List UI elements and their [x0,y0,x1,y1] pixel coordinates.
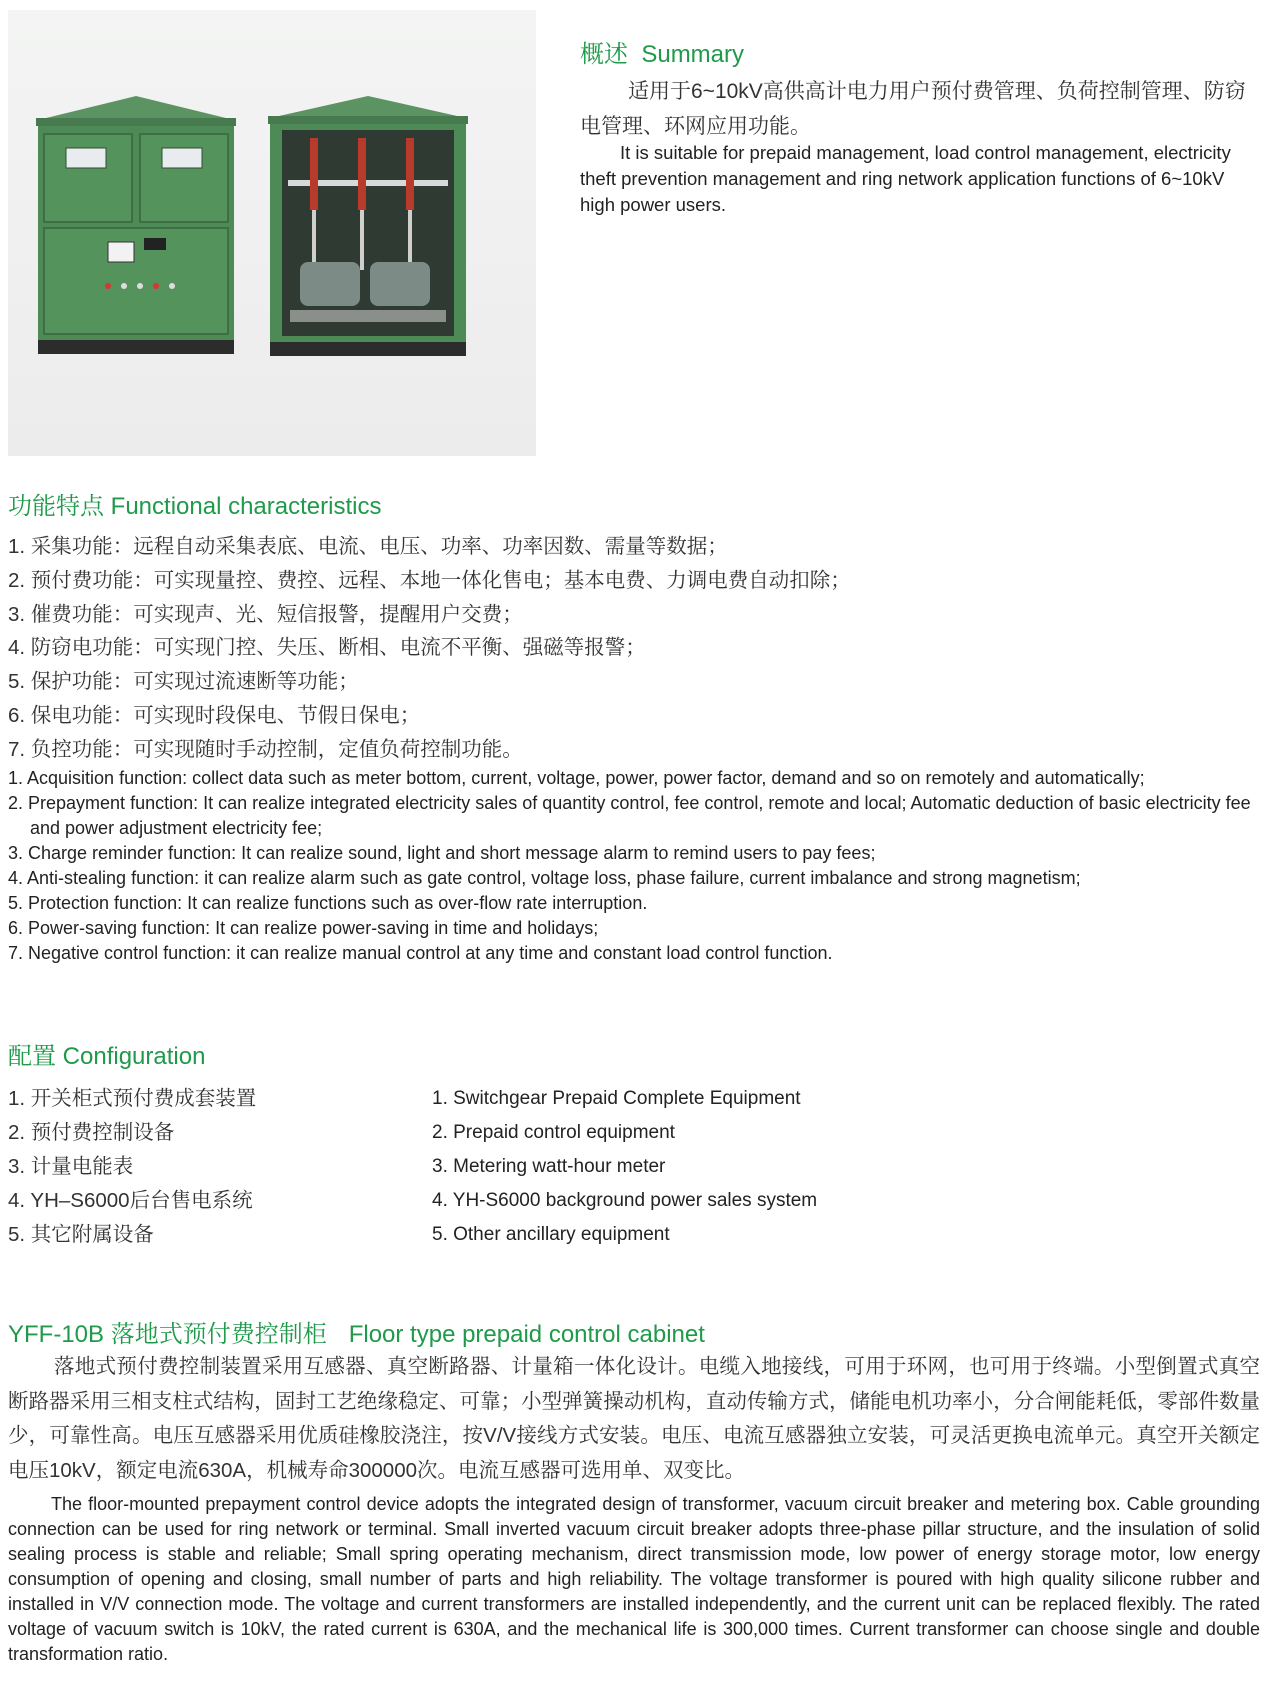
list-item: 5. Protection function: It can realize functions such as over-flow rate interruption. [8,893,648,913]
list-item: 4. 防窃电功能：可实现门控、失压、断相、电流不平衡、强磁等报警； [8,636,646,660]
list-item: 5. Other ancillary equipment [432,1224,670,1245]
list-item: 1. 采集功能：远程自动采集表底、电流、电压、功率、功率因数、需量等数据； [8,535,728,558]
product-title-en: Floor type prepaid control cabinet [348,1321,705,1348]
product-text-en: The floor-mounted prepayment control device adopts the integrated design of transformer, vacuum circuit breaker and metering box. Cable grounding connection can be used for ring network or terminal. Small inverted vacuum circuit breaker adopts three-phase pillar structure, and the insulation of solid sealing process is stable and reliable; Small spring operating mechanism, direct transmission mode, low power of energy storage motor, low energy consumption of opening and closing, small number of parts and high reliability. The voltage transformer is poured with high quality silicone rubber and installed in V/V connection mode. The voltage and current transformers are installed independently, and the current unit can be replaced flexibly. The rated voltage of vacuum switch is 10kV, the rated current is 630A, and the mechanical life is 300,000 times. Current transformer can choose single and double transformation ratio. [8,1494,1260,1664]
list-item: 4. Anti-stealing function: it can realize alarm such as gate control, voltage loss, phase failure, current imbalance and strong magnetism; [8,868,1081,888]
list-item: 1. Switchgear Prepaid Complete Equipment [432,1088,801,1109]
summary-text-cn: 适用于6~10kV高供高计电力用户预付费管理、负荷控制管理、防窃电管理、环网应用功能。 [580,80,1246,138]
product-title [8,1314,705,1349]
list-item: 7. 负控功能：可实现随时手动控制，定值负荷控制功能。 [8,737,523,761]
list-item: 3. 计量电能表 [8,1155,134,1178]
summary-title: 概述 Summary [580,41,745,68]
features-title: 功能特点 Functional characteristics [8,493,382,520]
product-photo-panel [8,10,536,456]
list-item: 7. Negative control function: it can realize manual control at any time and constant load control function. [8,943,833,963]
list-item: 5. 其它附属设备 [8,1223,154,1246]
product-title-cn: YFF-10B 落地式预付费控制柜 [8,1321,327,1348]
summary-text-en: It is suitable for prepaid management, load control management, electricity theft prevention management and ring network application functions of 6~10kV high power users. [580,142,1231,215]
list-item: 4. YH-S6000 background power sales system [432,1190,818,1211]
list-item: 2. Prepaid control equipment [432,1122,675,1143]
configuration-list-cn [8,1082,256,1252]
list-item: 5. 保护功能：可实现过流速断等功能； [8,670,359,694]
features-list-en [8,766,1260,966]
list-item: 2. 预付费控制设备 [8,1121,175,1144]
list-item: 6. 保电功能：可实现时段保电、节假日保电； [8,703,421,727]
configuration-title: 配置 Configuration [8,1043,206,1070]
list-item: 2. 预付费功能：可实现量控、费控、远程、本地一体化售电；基本电费、力调电费自动扣除； [8,568,851,592]
list-item: 1. Acquisition function: collect data such as meter bottom, current, voltage, power, power factor, demand and so on remotely and automatically; [8,768,1145,788]
configuration-list-en [432,1082,817,1252]
closed-cabinet-illustration [32,96,240,356]
features-list-cn [8,530,851,767]
product-text-cn: 落地式预付费控制装置采用互感器、真空断路器、计量箱一体化设计。电缆入地接线，可用于环网，也可用于终端。小型倒置式真空断路器采用三相支柱式结构，固封工艺绝缘稳定、可靠；小型弹簧操动机构，直动传输方式，储能电机功率小，分合闸能耗低，零部件数量少，可靠性高。电压互感器采用优质硅橡胶浇注，按V/V接线方式安装。电压、电流互感器独立安装，可灵活更换电流单元。真空开关额定电压10kV，额定电流630A，机械寿命300000次。电流互感器可选用单、双变比。 [8,1355,1260,1482]
list-item: 3. Metering watt-hour meter [432,1156,666,1177]
list-item: 3. Charge reminder function: It can realize sound, light and short message alarm to remind users to pay fees; [8,843,876,863]
list-item: 1. 开关柜式预付费成套装置 [8,1087,257,1110]
open-cabinet-illustration [266,96,470,358]
list-item: 6. Power-saving function: It can realize power-saving in time and holidays; [8,918,599,938]
list-item: 2. Prepayment function: It can realize integrated electricity sales of quantity control, fee control, remote and local; Automatic deduction of basic electricity fee and power adjustment electricity fee; [8,793,1251,838]
list-item: 3. 催费功能：可实现声、光、短信报警，提醒用户交费； [8,602,523,626]
list-item: 4. YH–S6000后台售电系统 [8,1189,253,1212]
